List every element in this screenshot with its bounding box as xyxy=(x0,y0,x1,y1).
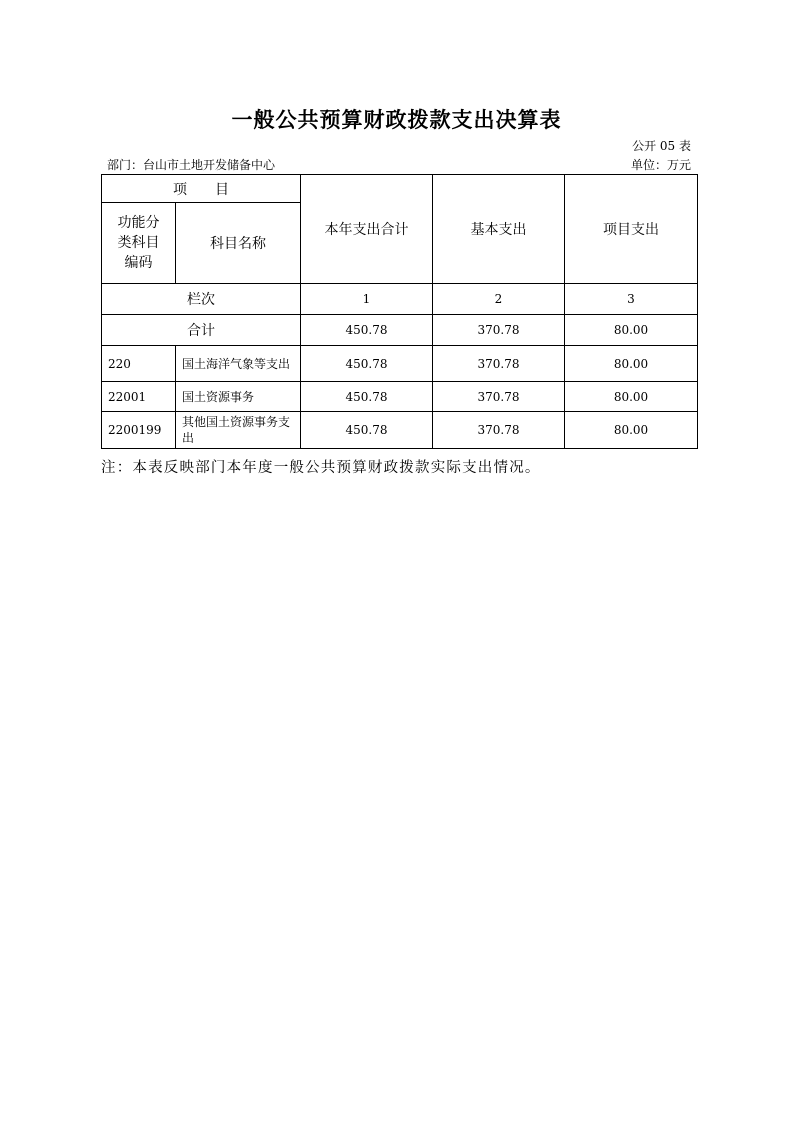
basic-cell: 370.78 xyxy=(433,382,565,412)
func-code-cell: 2200199 xyxy=(102,412,176,449)
project-cell: 80.00 xyxy=(565,315,698,346)
column-row-label: 栏次 xyxy=(102,284,301,315)
header-func-code-line: 编码 xyxy=(124,255,153,271)
form-number: 公开 05 表 xyxy=(632,139,691,153)
column-number: 1 xyxy=(301,284,433,315)
unit-label: 单位：万元 xyxy=(630,158,691,172)
basic-cell: 370.78 xyxy=(433,412,565,449)
page-title: 一般公共预算财政拨款支出决算表 xyxy=(231,107,562,132)
total-cell: 450.78 xyxy=(301,346,433,382)
table-row xyxy=(102,382,698,412)
header-basic: 基本支出 xyxy=(433,175,565,284)
table-row xyxy=(102,346,698,382)
project-cell: 80.00 xyxy=(565,412,698,449)
header-func-code-line: 功能分 xyxy=(117,215,160,231)
total-cell: 450.78 xyxy=(301,412,433,449)
header-func-code-line: 类科目 xyxy=(117,235,160,251)
project-cell: 80.00 xyxy=(565,346,698,382)
total-cell: 450.78 xyxy=(301,315,433,346)
total-cell: 450.78 xyxy=(301,382,433,412)
total-row xyxy=(102,315,698,346)
subject-name-cell: 其他国土资源事务支出 xyxy=(176,412,301,449)
basic-cell: 370.78 xyxy=(433,346,565,382)
header-item: 项 目 xyxy=(102,175,301,203)
project-cell: 80.00 xyxy=(565,382,698,412)
total-label: 合计 xyxy=(102,315,301,346)
header-func-code xyxy=(102,203,176,284)
header-subject-name: 科目名称 xyxy=(176,203,301,284)
column-number-row xyxy=(102,284,698,315)
func-code-cell: 22001 xyxy=(102,382,176,412)
footnote: 注：本表反映部门本年度一般公共预算财政拨款实际支出情况。 xyxy=(101,460,541,476)
func-code-cell: 220 xyxy=(102,346,176,382)
header-total: 本年支出合计 xyxy=(301,175,433,284)
column-number: 2 xyxy=(433,284,565,315)
department-label: 部门：台山市土地开发储备中心 xyxy=(107,158,276,172)
basic-cell: 370.78 xyxy=(433,315,565,346)
subject-name-cell: 国土资源事务 xyxy=(176,382,301,412)
column-number: 3 xyxy=(565,284,698,315)
table-row xyxy=(102,412,698,449)
budget-expenditure-table xyxy=(101,174,698,449)
table-header-row xyxy=(102,175,698,203)
header-project: 项目支出 xyxy=(565,175,698,284)
subject-name-cell: 国土海洋气象等支出 xyxy=(176,346,301,382)
